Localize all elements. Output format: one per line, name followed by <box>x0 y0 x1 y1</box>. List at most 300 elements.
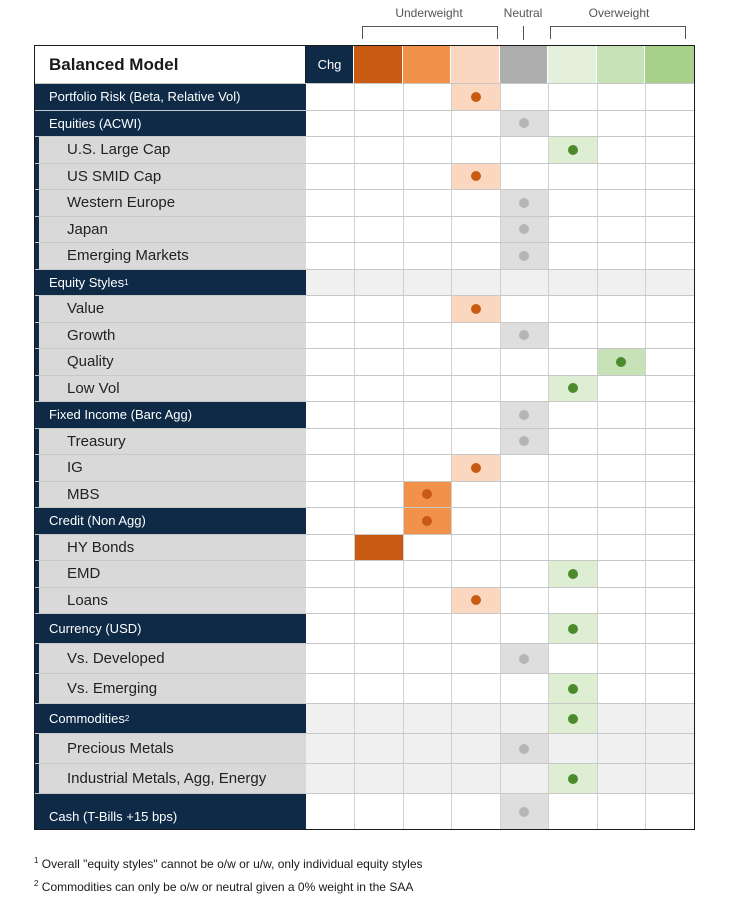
table-row <box>35 534 694 561</box>
row-label-text: US SMID Cap <box>67 167 162 185</box>
rating-cell <box>354 190 403 216</box>
rating-cell <box>597 588 646 614</box>
table-row <box>35 295 694 322</box>
rating-cell <box>597 455 646 481</box>
rating-cell <box>500 296 549 322</box>
row-label-text: Quality <box>67 353 114 371</box>
rating-cell <box>597 349 646 375</box>
chg-cell <box>306 376 354 402</box>
row-label-text: Equity Styles <box>49 274 125 290</box>
rating-cell <box>451 137 500 163</box>
position-dot <box>616 357 626 367</box>
footnote-1: $^1$ Overall "equity styles" cannot be o/w or u/w, only individual equity styles <box>34 856 423 871</box>
rating-cell <box>548 535 597 561</box>
rating-cell <box>597 296 646 322</box>
rating-cell <box>403 296 452 322</box>
chg-cell <box>306 455 354 481</box>
rating-cell <box>354 376 403 402</box>
rating-cell <box>597 323 646 349</box>
rating-cell <box>403 704 452 733</box>
position-dot <box>471 171 481 181</box>
rating-cell <box>645 376 694 402</box>
rating-cell <box>354 402 403 428</box>
table-row <box>35 163 694 190</box>
rating-cell <box>403 674 452 703</box>
rating-cell <box>354 614 403 643</box>
rating-cell <box>354 296 403 322</box>
rating-cell <box>548 561 597 587</box>
chg-cell <box>306 164 354 190</box>
row-label <box>35 376 306 402</box>
table-row <box>35 110 694 137</box>
rating-cell <box>403 455 452 481</box>
row-label-text: Low Vol <box>67 379 120 397</box>
position-dot <box>568 383 578 393</box>
rating-cell <box>645 137 694 163</box>
position-dot <box>471 304 481 314</box>
rating-cell <box>451 270 500 296</box>
table-row <box>35 613 694 643</box>
rating-cell <box>451 561 500 587</box>
rating-cell <box>500 323 549 349</box>
chg-cell <box>306 614 354 643</box>
table-row <box>35 587 694 614</box>
rating-cell <box>597 674 646 703</box>
table-row <box>35 703 694 733</box>
rating-cell <box>451 190 500 216</box>
row-label <box>35 644 306 673</box>
rating-cell <box>645 535 694 561</box>
row-label-text: Precious Metals <box>67 740 174 757</box>
rating-cell <box>597 270 646 296</box>
rating-cell <box>548 402 597 428</box>
position-dot <box>568 714 578 724</box>
position-dot <box>519 118 529 128</box>
rating-cell <box>500 535 549 561</box>
rating-cell <box>354 764 403 793</box>
rating-cell <box>645 190 694 216</box>
rating-cell <box>403 614 452 643</box>
rating-cell <box>500 482 549 508</box>
chg-cell <box>306 674 354 703</box>
rating-cell <box>451 243 500 269</box>
scale-header-cell <box>548 46 597 83</box>
rating-cell <box>500 349 549 375</box>
rating-cell <box>645 296 694 322</box>
rating-cell <box>403 111 452 137</box>
group-header-underweight: Underweight <box>395 6 463 20</box>
rating-cell <box>451 111 500 137</box>
rating-cell <box>597 402 646 428</box>
rating-cell <box>645 111 694 137</box>
position-dot <box>471 92 481 102</box>
position-dot <box>519 436 529 446</box>
rating-cell <box>500 794 549 829</box>
position-dot <box>422 516 432 526</box>
chg-cell <box>306 535 354 561</box>
rating-cell <box>548 376 597 402</box>
rating-cell <box>403 349 452 375</box>
rating-cell <box>597 535 646 561</box>
rating-cell <box>451 614 500 643</box>
chg-cell <box>306 561 354 587</box>
rating-cell <box>597 482 646 508</box>
table-row <box>35 189 694 216</box>
scale-header-cell <box>500 46 549 83</box>
row-label-text: Equities (ACWI) <box>49 115 142 131</box>
row-label-text: MBS <box>67 485 100 503</box>
position-dot <box>519 330 529 340</box>
rating-cell <box>645 674 694 703</box>
rating-cell <box>548 734 597 763</box>
row-label-text: Western Europe <box>67 194 176 212</box>
rating-cell <box>403 644 452 673</box>
rating-cell <box>500 84 549 110</box>
rating-cell <box>597 764 646 793</box>
rating-cell <box>403 84 452 110</box>
rating-cell <box>403 270 452 296</box>
row-label <box>35 164 306 190</box>
rating-cell <box>354 794 403 829</box>
rating-cell <box>500 644 549 673</box>
rating-cell <box>403 217 452 243</box>
row-label-text: Cash (T-Bills +15 bps) <box>49 809 178 824</box>
table-row <box>35 733 694 763</box>
rating-cell <box>645 588 694 614</box>
rating-cell <box>451 535 500 561</box>
rating-cell <box>548 644 597 673</box>
row-label <box>35 190 306 216</box>
rating-cell <box>500 429 549 455</box>
position-dot <box>519 744 529 754</box>
row-label <box>35 674 306 703</box>
rating-cell <box>354 84 403 110</box>
rating-cell <box>500 111 549 137</box>
rating-cell <box>548 429 597 455</box>
rating-cell <box>403 794 452 829</box>
rating-cell <box>645 704 694 733</box>
rating-cell <box>403 764 452 793</box>
rating-cell <box>500 164 549 190</box>
rating-cell <box>645 217 694 243</box>
rating-cell <box>645 734 694 763</box>
rating-cell <box>597 429 646 455</box>
row-label-text: Emerging Markets <box>67 247 189 265</box>
rating-cell <box>548 588 597 614</box>
row-label <box>35 482 306 508</box>
chg-cell <box>306 704 354 733</box>
balanced-model-table <box>34 45 695 830</box>
footnote-marker: 1 <box>124 277 129 287</box>
rating-cell <box>645 561 694 587</box>
rating-cell <box>645 349 694 375</box>
row-label-text: Industrial Metals, Agg, Energy <box>67 770 267 787</box>
table-row <box>35 763 694 793</box>
rating-cell <box>500 704 549 733</box>
scale-header-colors <box>354 46 694 83</box>
scale-header-cell <box>354 46 403 83</box>
position-dot <box>568 774 578 784</box>
chg-cell <box>306 429 354 455</box>
rating-cell <box>500 376 549 402</box>
rating-cell <box>500 734 549 763</box>
position-dot <box>519 654 529 664</box>
chg-cell <box>306 323 354 349</box>
rating-cell <box>597 704 646 733</box>
rating-cell <box>645 402 694 428</box>
row-label <box>35 734 306 763</box>
rating-cell <box>597 614 646 643</box>
position-dot <box>471 463 481 473</box>
position-dot <box>568 624 578 634</box>
rating-cell <box>451 764 500 793</box>
row-label-text: HY Bonds <box>67 538 135 556</box>
rating-cell <box>645 164 694 190</box>
rating-cell <box>597 561 646 587</box>
rating-cell <box>451 704 500 733</box>
rating-cell <box>645 323 694 349</box>
row-label-text: Vs. Emerging <box>67 680 158 697</box>
chg-cell <box>306 402 354 428</box>
row-label <box>35 508 306 534</box>
chg-cell <box>306 349 354 375</box>
rating-cell <box>500 217 549 243</box>
scale-header-cell <box>597 46 646 83</box>
rating-cell <box>500 674 549 703</box>
row-label-text: Loans <box>67 591 108 609</box>
rating-cell <box>451 674 500 703</box>
rating-cell <box>597 164 646 190</box>
table-title: Balanced Model <box>35 46 306 83</box>
row-label <box>35 764 306 793</box>
rating-cell <box>403 535 452 561</box>
rating-cell <box>548 674 597 703</box>
row-label-text: Credit (Non Agg) <box>49 513 146 529</box>
rating-cell <box>354 734 403 763</box>
rating-cell <box>403 508 452 534</box>
row-label-text: Growth <box>67 326 116 344</box>
rating-cell <box>597 376 646 402</box>
rating-cell <box>451 588 500 614</box>
rating-cell <box>403 190 452 216</box>
chg-cell <box>306 794 354 829</box>
rating-cell <box>500 402 549 428</box>
rating-cell <box>403 429 452 455</box>
chg-cell <box>306 482 354 508</box>
chg-cell <box>306 588 354 614</box>
rating-cell <box>354 644 403 673</box>
table-row <box>35 242 694 269</box>
row-label <box>35 794 306 829</box>
rating-cell <box>403 164 452 190</box>
rating-cell <box>548 455 597 481</box>
rating-cell <box>451 508 500 534</box>
chg-cell <box>306 111 354 137</box>
rating-cell <box>500 508 549 534</box>
rating-cell <box>354 535 403 561</box>
position-dot <box>471 595 481 605</box>
rating-cell <box>500 190 549 216</box>
rating-cell <box>548 764 597 793</box>
rating-cell <box>354 674 403 703</box>
row-label-text: EMD <box>67 565 101 583</box>
row-label <box>35 614 306 643</box>
rating-cell <box>354 482 403 508</box>
rating-cell <box>645 429 694 455</box>
rating-cell <box>403 243 452 269</box>
position-dot <box>519 807 529 817</box>
rating-cell <box>548 111 597 137</box>
table-row <box>35 322 694 349</box>
rating-cell <box>548 164 597 190</box>
rating-cell <box>403 137 452 163</box>
rating-cell <box>597 508 646 534</box>
rating-cell <box>645 84 694 110</box>
rating-cell <box>451 349 500 375</box>
table-row <box>35 673 694 703</box>
rating-cell <box>500 614 549 643</box>
rating-cell <box>645 764 694 793</box>
row-label <box>35 270 306 296</box>
rating-cell <box>451 296 500 322</box>
rating-cell <box>500 588 549 614</box>
row-label <box>35 84 306 110</box>
rating-cell <box>548 84 597 110</box>
row-label <box>35 349 306 375</box>
rating-cell <box>548 349 597 375</box>
rating-cell <box>597 734 646 763</box>
rating-cell <box>645 243 694 269</box>
rating-cell <box>548 243 597 269</box>
rating-cell <box>645 482 694 508</box>
rating-cell <box>354 137 403 163</box>
position-dot <box>422 489 432 499</box>
position-dot <box>568 145 578 155</box>
row-label-text: IG <box>67 459 83 477</box>
rating-cell <box>500 764 549 793</box>
position-dot <box>374 542 384 552</box>
rating-cell <box>451 455 500 481</box>
rating-cell <box>597 794 646 829</box>
chg-cell <box>306 270 354 296</box>
rating-cell <box>548 190 597 216</box>
chg-cell <box>306 644 354 673</box>
rating-cell <box>548 270 597 296</box>
table-row <box>35 643 694 673</box>
rating-cell <box>548 217 597 243</box>
row-label <box>35 111 306 137</box>
rating-cell <box>403 482 452 508</box>
rating-cell <box>548 323 597 349</box>
underweight-bracket <box>362 26 498 39</box>
footnote-marker: 2 <box>124 714 130 723</box>
rating-cell <box>451 217 500 243</box>
rating-cell <box>597 111 646 137</box>
rating-cell <box>354 429 403 455</box>
chg-cell <box>306 734 354 763</box>
row-label <box>35 137 306 163</box>
row-label <box>35 535 306 561</box>
table-row <box>35 428 694 455</box>
rating-cell <box>403 402 452 428</box>
chg-cell <box>306 296 354 322</box>
rating-cell <box>451 794 500 829</box>
rating-cell <box>354 561 403 587</box>
position-dot <box>519 224 529 234</box>
rating-cell <box>597 84 646 110</box>
chg-cell <box>306 84 354 110</box>
rating-cell <box>451 164 500 190</box>
rating-cell <box>548 482 597 508</box>
rating-cell <box>500 455 549 481</box>
table-row <box>35 136 694 163</box>
rating-cell <box>354 243 403 269</box>
position-dot <box>519 410 529 420</box>
rating-cell <box>500 270 549 296</box>
row-label <box>35 455 306 481</box>
table-body <box>35 83 694 829</box>
rating-cell <box>500 137 549 163</box>
rating-cell <box>548 704 597 733</box>
rating-cell <box>451 323 500 349</box>
row-label <box>35 429 306 455</box>
chg-cell <box>306 190 354 216</box>
rating-cell <box>354 217 403 243</box>
position-dot <box>568 684 578 694</box>
table-row <box>35 375 694 402</box>
group-header-neutral: Neutral <box>503 6 543 20</box>
rating-cell <box>354 270 403 296</box>
table-row <box>35 348 694 375</box>
row-label <box>35 588 306 614</box>
table-row <box>35 216 694 243</box>
rating-cell <box>597 243 646 269</box>
rating-cell <box>548 296 597 322</box>
neutral-tick <box>523 26 524 40</box>
rating-cell <box>354 704 403 733</box>
row-label-text: Treasury <box>67 432 126 450</box>
row-label <box>35 296 306 322</box>
table-row <box>35 507 694 534</box>
group-header-overweight: Overweight <box>588 6 650 20</box>
rating-cell <box>597 137 646 163</box>
rating-cell <box>354 349 403 375</box>
rating-cell <box>645 270 694 296</box>
rating-cell <box>354 111 403 137</box>
overweight-bracket <box>550 26 686 39</box>
rating-cell <box>645 794 694 829</box>
rating-cell <box>354 455 403 481</box>
rating-cell <box>354 323 403 349</box>
position-dot <box>519 251 529 261</box>
row-label <box>35 243 306 269</box>
row-label-text: Value <box>67 300 105 318</box>
rating-cell <box>451 644 500 673</box>
rating-cell <box>645 455 694 481</box>
rating-cell <box>354 508 403 534</box>
rating-cell <box>597 644 646 673</box>
rating-cell <box>597 217 646 243</box>
scale-header-cell <box>645 46 694 83</box>
rating-cell <box>548 508 597 534</box>
rating-cell <box>451 402 500 428</box>
row-label-text: Japan <box>67 220 108 238</box>
rating-cell <box>403 323 452 349</box>
chg-cell <box>306 764 354 793</box>
rating-cell <box>645 614 694 643</box>
rating-cell <box>548 794 597 829</box>
row-label-text: U.S. Large Cap <box>67 141 171 159</box>
